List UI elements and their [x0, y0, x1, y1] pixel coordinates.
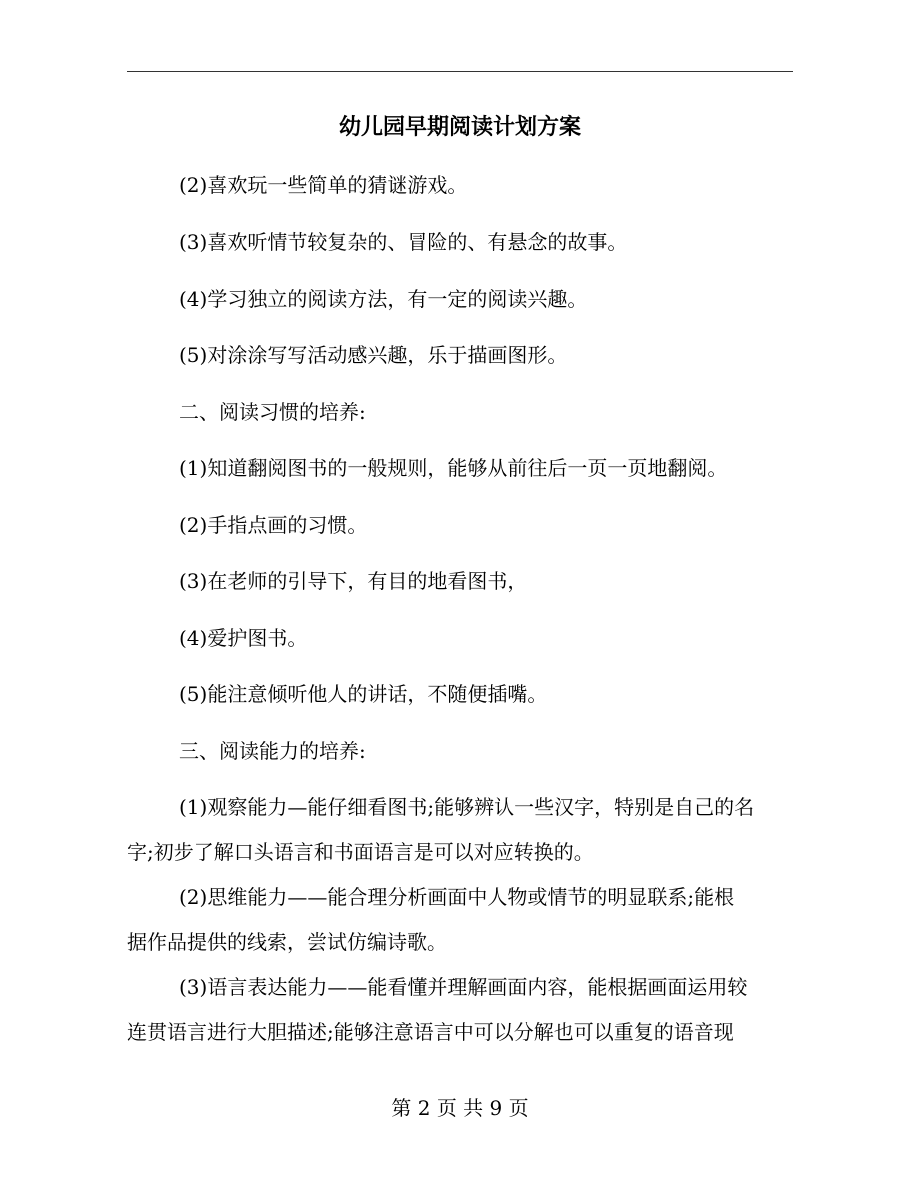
header-rule [127, 71, 793, 72]
paragraph: (2)手指点画的习惯。 [179, 513, 368, 537]
section-heading: 二、阅读习惯的培养: [179, 400, 366, 424]
paragraph: (4)学习独立的阅读方法，有一定的阅读兴趣。 [179, 287, 588, 311]
page-number: 第 2 页 共 9 页 [391, 1096, 529, 1120]
paragraph: (5)对涂涂写写活动感兴趣，乐于描画图形。 [179, 343, 568, 367]
paragraph-thinking [127, 882, 735, 957]
paragraph-line: (3)语言表达能力——能看懂并理解画面内容，能根据画面运用较 [179, 975, 748, 999]
paragraph-line: 连贯语言进行大胆描述;能够注意语言中可以分解也可以重复的语音现 [127, 1020, 734, 1044]
paragraph-expression [127, 972, 748, 1047]
paragraph: (3)在老师的引导下，有目的地看图书， [179, 569, 528, 593]
section-heading: 三、阅读能力的培养: [179, 739, 366, 763]
paragraph: (4)爱护图书。 [179, 626, 308, 650]
paragraph: (2)喜欢玩一些简单的猜谜游戏。 [179, 173, 468, 197]
paragraph-line: (2)思维能力——能合理分析画面中人物或情节的明显联系;能根 [179, 885, 735, 909]
document-title: 幼儿园早期阅读计划方案 [338, 114, 581, 140]
paragraph-line: 据作品提供的线索，尝试仿编诗歌。 [127, 930, 447, 954]
paragraph: (1)知道翻阅图书的一般规则，能够从前往后一页一页地翻阅。 [179, 456, 728, 480]
paragraph: (5)能注意倾听他人的讲话，不随便插嘴。 [179, 682, 548, 706]
paragraph-line: 字;初步了解口头语言和书面语言是可以对应转换的。 [127, 840, 594, 864]
paragraph: (3)喜欢听情节较复杂的、冒险的、有悬念的故事。 [179, 230, 628, 254]
paragraph-observation [127, 792, 755, 867]
paragraph-line: (1)观察能力—能仔细看图书;能够辨认一些汉字，特别是自己的名 [179, 795, 755, 819]
